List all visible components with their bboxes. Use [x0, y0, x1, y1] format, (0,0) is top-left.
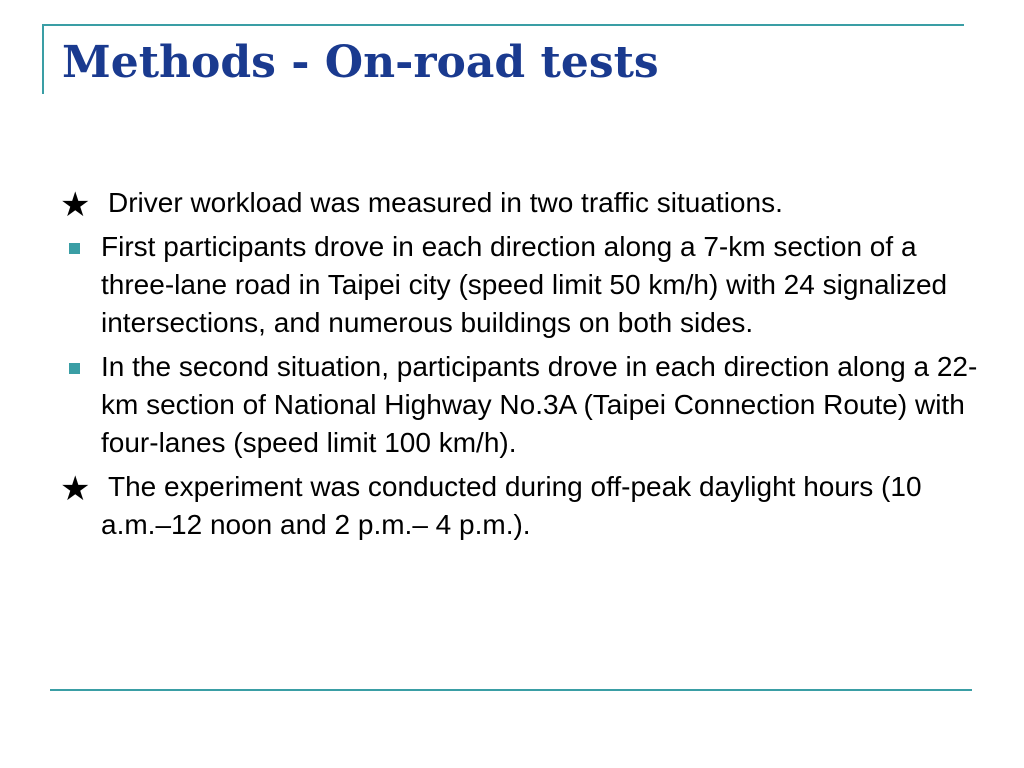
- title-vertical-rule: [42, 24, 44, 94]
- bullet-text: First participants drove in each direction along a 7-km section of a three-lane road in Taipei city (speed limit 50 km/h) with 24 signalized intersections, and numerous buildings on both sides.: [101, 231, 948, 338]
- list-item: [60, 348, 980, 462]
- footer-rule: [50, 689, 972, 691]
- square-bullet-icon: [69, 243, 80, 254]
- star-icon: ★: [60, 185, 91, 225]
- slide-title: Methods - On-road tests: [62, 37, 659, 88]
- bullet-text: The experiment was conducted during off-peak daylight hours (10 a.m.–12 noon and 2 p.m.– 4 p.m.).: [101, 471, 922, 540]
- bullet-text: Driver workload was measured in two traffic situations.: [108, 187, 783, 218]
- square-bullet-icon: [69, 363, 80, 374]
- bullet-list: [60, 184, 980, 550]
- title-horizontal-rule: [42, 24, 964, 26]
- bullet-text: In the second situation, participants drove in each direction along a 22-km section of National Highway No.3A (Taipei Connection Route) with four-lanes (speed limit 100 km/h).: [101, 351, 978, 458]
- list-item: [60, 228, 980, 342]
- list-item: [60, 468, 980, 544]
- star-icon: ★: [60, 469, 91, 509]
- list-item: [60, 184, 980, 225]
